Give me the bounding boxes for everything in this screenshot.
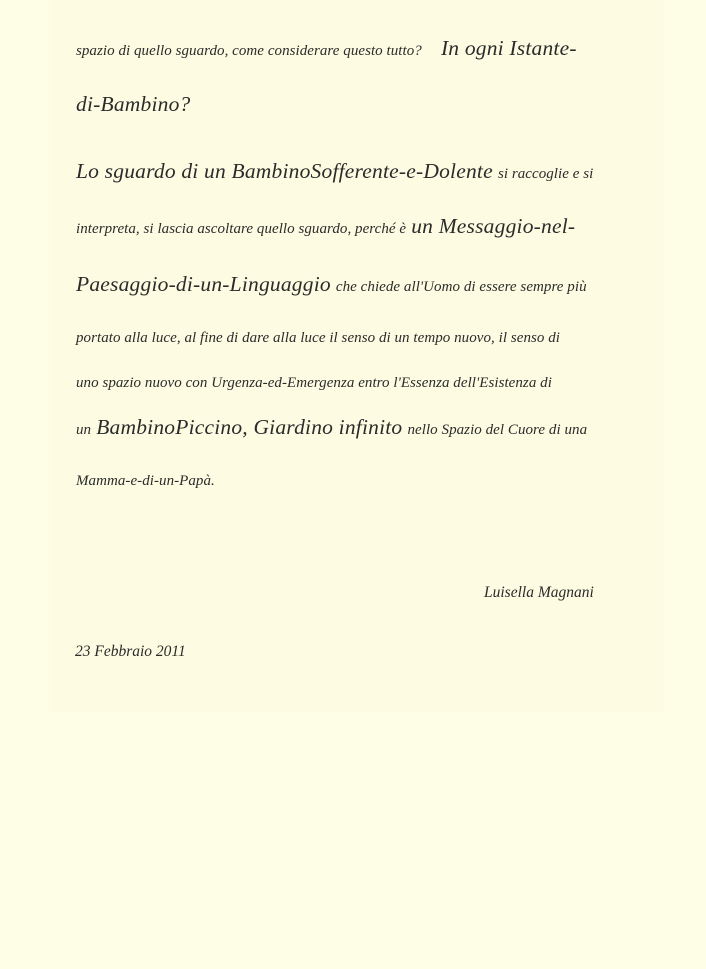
text-line-3 xyxy=(76,159,593,184)
text-line-2 xyxy=(76,92,190,117)
text-span-small: si raccoglie e si xyxy=(497,166,594,182)
text-line-4 xyxy=(76,214,575,239)
text-line-7 xyxy=(76,372,552,392)
text-line-5 xyxy=(76,272,587,297)
text-span-large: Paesaggio-di-un-Linguaggio xyxy=(76,272,331,296)
text-line-1 xyxy=(76,36,577,61)
text-line-9 xyxy=(76,470,215,490)
text-span-small: portato alla luce, al fine di dare alla luce il senso di un tempo nuovo, il senso di xyxy=(76,330,561,346)
text-span-large: In ogni Istante- xyxy=(440,36,577,60)
text-line-6 xyxy=(76,327,560,347)
text-span-small: nello Spazio del Cuore di una xyxy=(407,422,588,438)
text-span-large: Lo sguardo di un BambinoSofferente-e-Dolente xyxy=(76,159,493,183)
text-span-large: un Messaggio-nel- xyxy=(411,214,576,238)
author-signature: Luisella Magnani xyxy=(484,584,594,601)
text-span-small: spazio di quello sguardo, come considerare questo tutto? xyxy=(76,43,422,59)
text-span-large: BambinoPiccino, Giardino infinito xyxy=(96,415,403,439)
document-date: 23 Febbraio 2011 xyxy=(75,643,186,660)
text-span-small: un xyxy=(76,422,92,438)
text-span-small: che chiede all'Uomo di essere sempre più xyxy=(335,279,587,295)
text-span-small: Mamma-e-di-un-Papà. xyxy=(76,473,215,489)
text-line-8 xyxy=(76,415,587,440)
text-span-small: interpreta, si lascia ascoltare quello sguardo, perché è xyxy=(76,221,407,237)
text-span-large: di-Bambino? xyxy=(76,92,191,116)
text-span-small: uno spazio nuovo con Urgenza-ed-Emergenza entro l'Essenza dell'Esistenza di xyxy=(76,375,552,391)
